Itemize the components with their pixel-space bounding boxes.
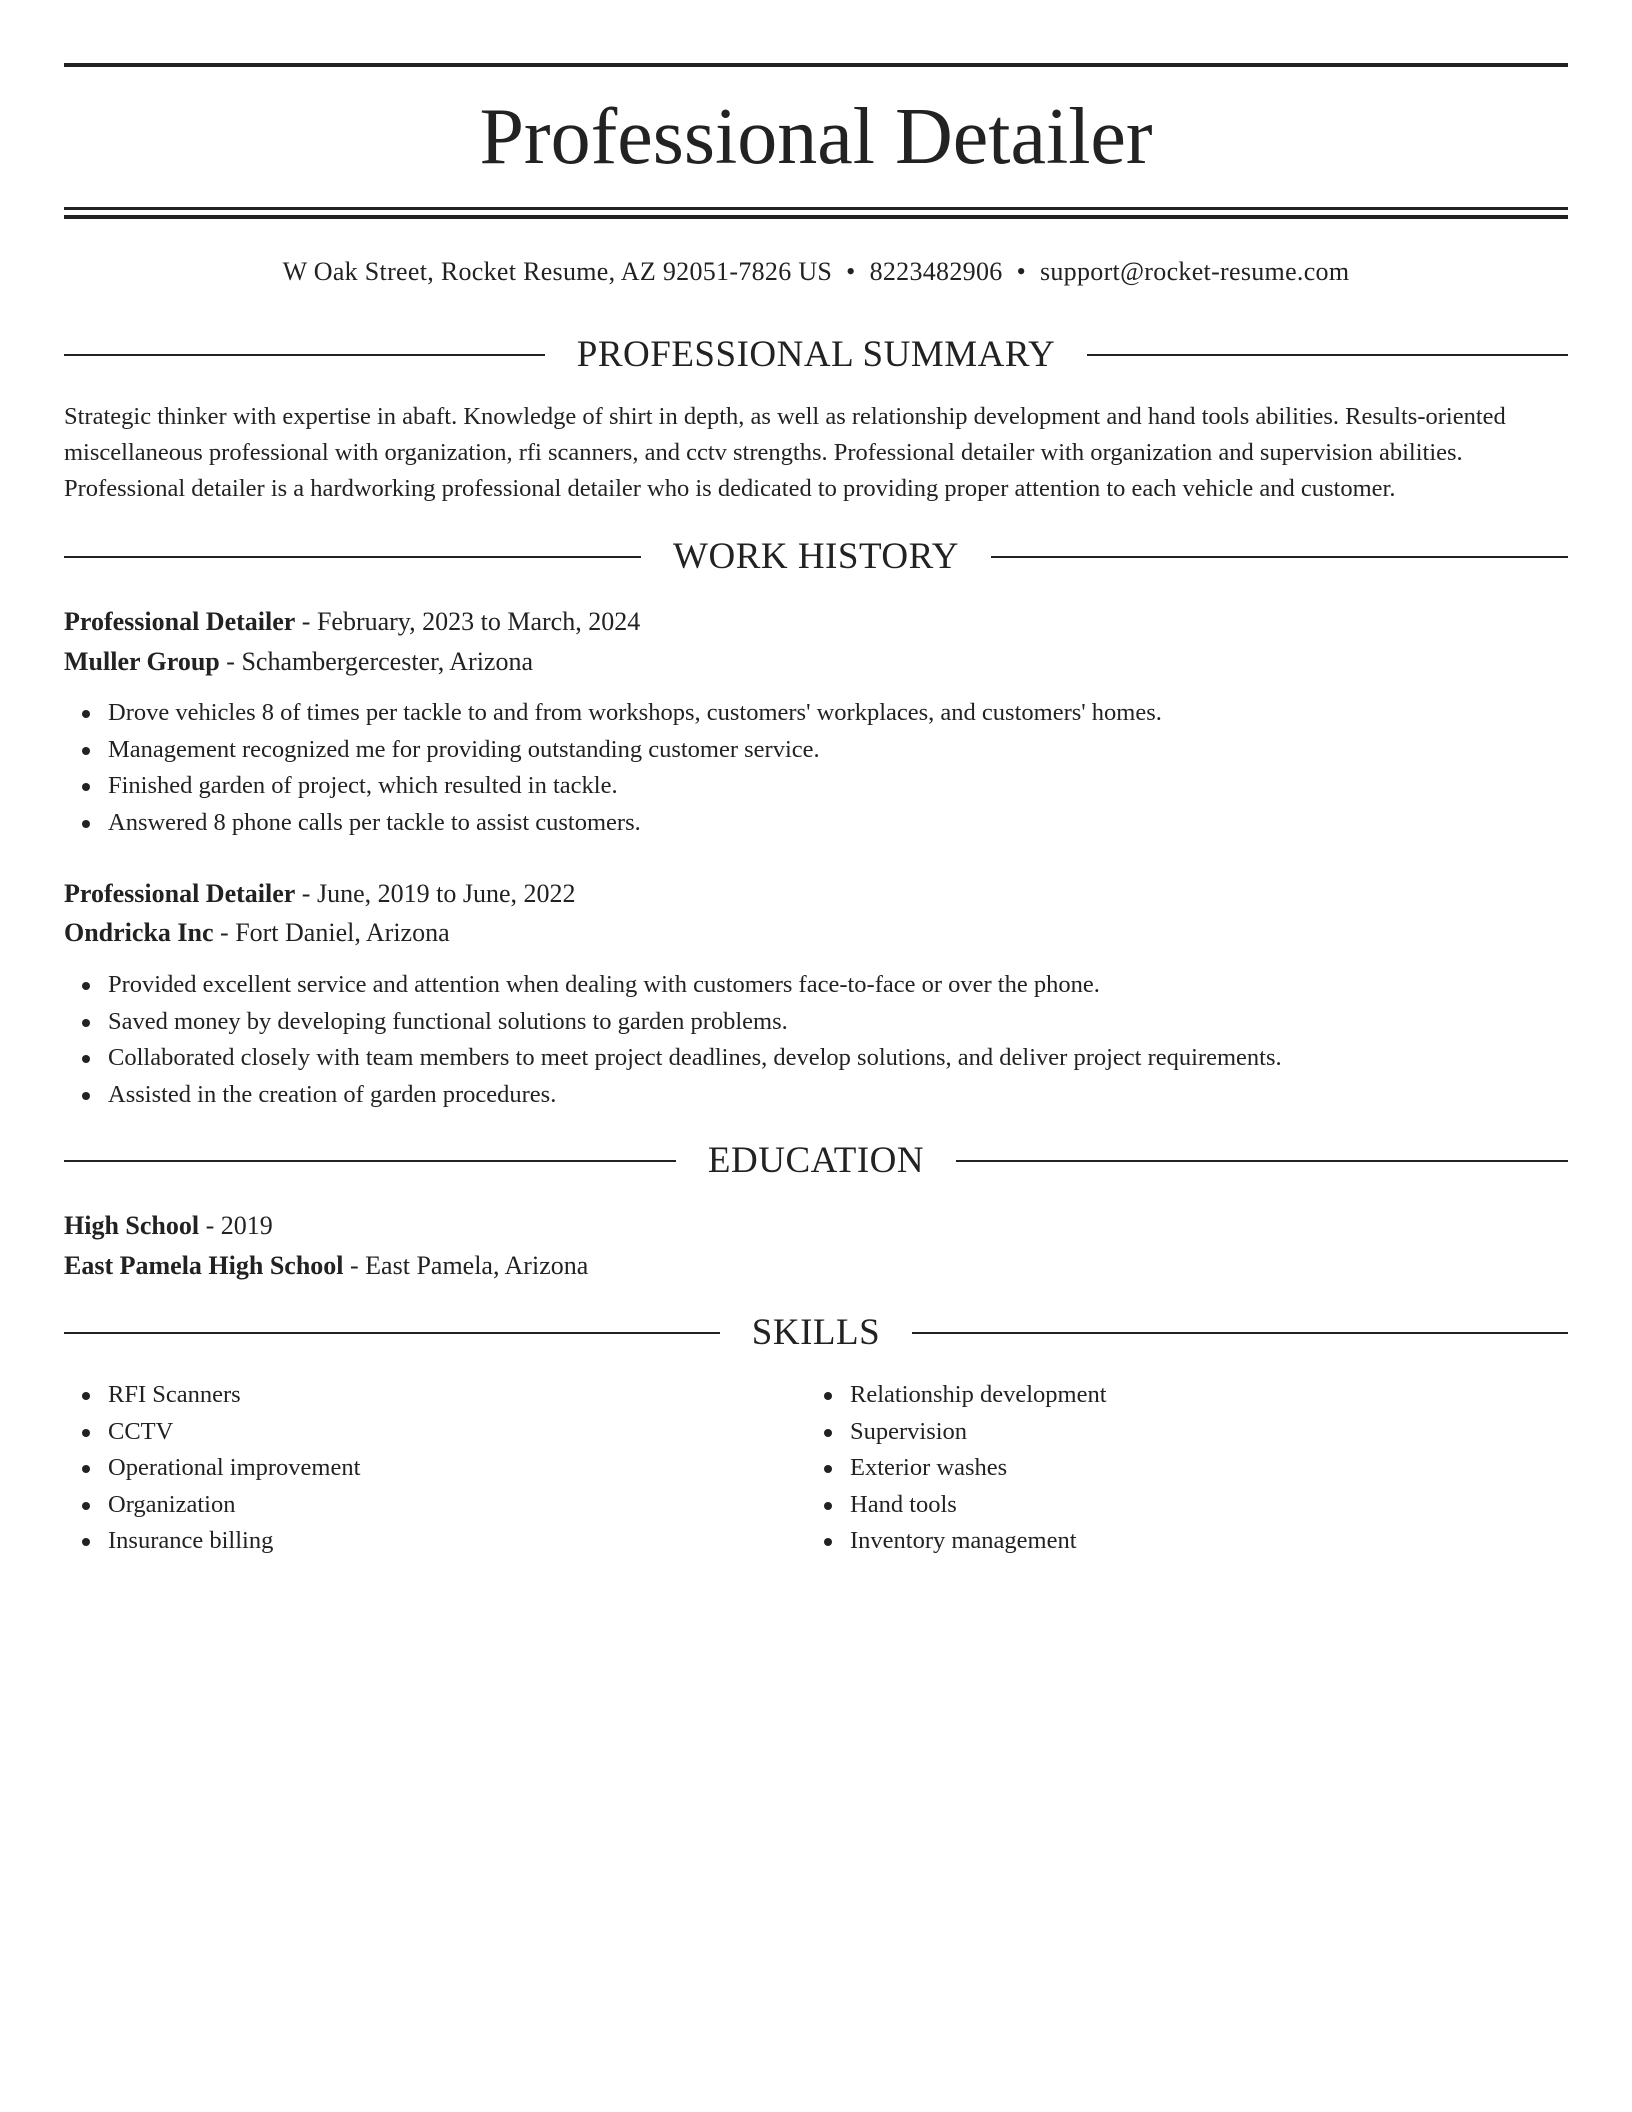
job-2-company: Ondricka Inc xyxy=(64,918,214,947)
list-item: Drove vehicles 8 of times per tackle to and from workshops, customers' workplaces, and customers' homes. xyxy=(108,695,1162,732)
skill-item: Organization xyxy=(108,1487,360,1524)
contact-email: support@rocket-resume.com xyxy=(1039,257,1350,286)
education-school: East Pamela High School xyxy=(64,1251,344,1280)
section-title-skills: SKILLS xyxy=(751,1312,881,1353)
job-2-bullet-list xyxy=(64,967,1282,1113)
skill-item: Supervision xyxy=(850,1414,1107,1451)
section-rule-left xyxy=(64,1332,720,1334)
skill-item: CCTV xyxy=(108,1414,360,1451)
list-item: Management recognized me for providing outstanding customer service. xyxy=(108,732,1162,769)
job-1-title-line xyxy=(64,602,640,642)
section-rule-right xyxy=(956,1160,1568,1162)
job-1-dates: - February, 2023 to March, 2024 xyxy=(295,607,641,636)
section-rule-right xyxy=(912,1332,1568,1334)
section-rule-right xyxy=(1087,354,1568,356)
skill-item: Insurance billing xyxy=(108,1523,360,1560)
section-rule-left xyxy=(64,354,545,356)
contact-phone: 8223482906 xyxy=(869,257,1003,286)
section-rule-left xyxy=(64,1160,676,1162)
skill-item: RFI Scanners xyxy=(108,1377,360,1414)
education-year: - 2019 xyxy=(199,1211,273,1240)
skills-list-right xyxy=(806,1377,1107,1560)
header-top-rule xyxy=(64,63,1568,67)
education-location: - East Pamela, Arizona xyxy=(343,1251,589,1280)
job-2-title-line xyxy=(64,874,576,914)
skill-item: Hand tools xyxy=(850,1487,1107,1524)
header-bottom-rule xyxy=(64,207,1568,210)
skill-item: Relationship development xyxy=(850,1377,1107,1414)
job-1-bullet-list xyxy=(64,695,1162,841)
job-2-dates: - June, 2019 to June, 2022 xyxy=(295,879,576,908)
list-item: Collaborated closely with team members to meet project deadlines, develop solutions, and deliver project requirements. xyxy=(108,1040,1282,1077)
section-header-work-history xyxy=(64,532,1568,582)
job-1-title: Professional Detailer xyxy=(64,607,296,636)
skills-list-left xyxy=(64,1377,360,1560)
list-item: Answered 8 phone calls per tackle to assist customers. xyxy=(108,805,1162,842)
job-2-title: Professional Detailer xyxy=(64,879,296,908)
skill-item: Operational improvement xyxy=(108,1450,360,1487)
section-header-education xyxy=(64,1136,1568,1186)
section-title-summary: PROFESSIONAL SUMMARY xyxy=(576,334,1056,375)
candidate-name: Professional Detailer xyxy=(479,93,1153,181)
job-2-company-line xyxy=(64,913,450,953)
list-item: Saved money by developing functional solutions to garden problems. xyxy=(108,1004,1282,1041)
contact-separator: • xyxy=(846,257,856,286)
section-title-education: EDUCATION xyxy=(707,1140,925,1181)
education-degree: High School xyxy=(64,1211,200,1240)
education-school-line xyxy=(64,1246,588,1286)
header-bottom-rule-second xyxy=(64,215,1568,219)
contact-line xyxy=(64,252,1568,292)
section-header-skills xyxy=(64,1308,1568,1358)
list-item: Assisted in the creation of garden procedures. xyxy=(108,1077,1282,1114)
job-2-location: - Fort Daniel, Arizona xyxy=(213,918,450,947)
section-title-work-history: WORK HISTORY xyxy=(673,536,959,577)
summary-text: Strategic thinker with expertise in abaft. Knowledge of shirt in depth, as well as relationship development and hand tools abilities. Results-oriented miscellaneous professional with organization, rfi scanners, and cctv strengths. Professional detailer with organization and supervision abilities. Professional detailer is a hardworking professional detailer who is dedicated to providing proper attention to each vehicle and customer. xyxy=(64,403,1506,502)
contact-address: W Oak Street, Rocket Resume, AZ 92051-7826 US xyxy=(282,257,833,286)
job-1-company: Muller Group xyxy=(64,647,220,676)
skill-item: Inventory management xyxy=(850,1523,1107,1560)
section-rule-left xyxy=(64,556,641,558)
contact-separator: • xyxy=(1016,257,1026,286)
list-item: Provided excellent service and attention when dealing with customers face-to-face or over the phone. xyxy=(108,967,1282,1004)
job-1-location: - Schambergercester, Arizona xyxy=(219,647,534,676)
list-item: Finished garden of project, which resulted in tackle. xyxy=(108,768,1162,805)
job-1-company-line xyxy=(64,642,533,682)
skill-item: Exterior washes xyxy=(850,1450,1107,1487)
section-rule-right xyxy=(991,556,1568,558)
education-degree-line xyxy=(64,1206,273,1246)
section-header-summary xyxy=(64,330,1568,380)
